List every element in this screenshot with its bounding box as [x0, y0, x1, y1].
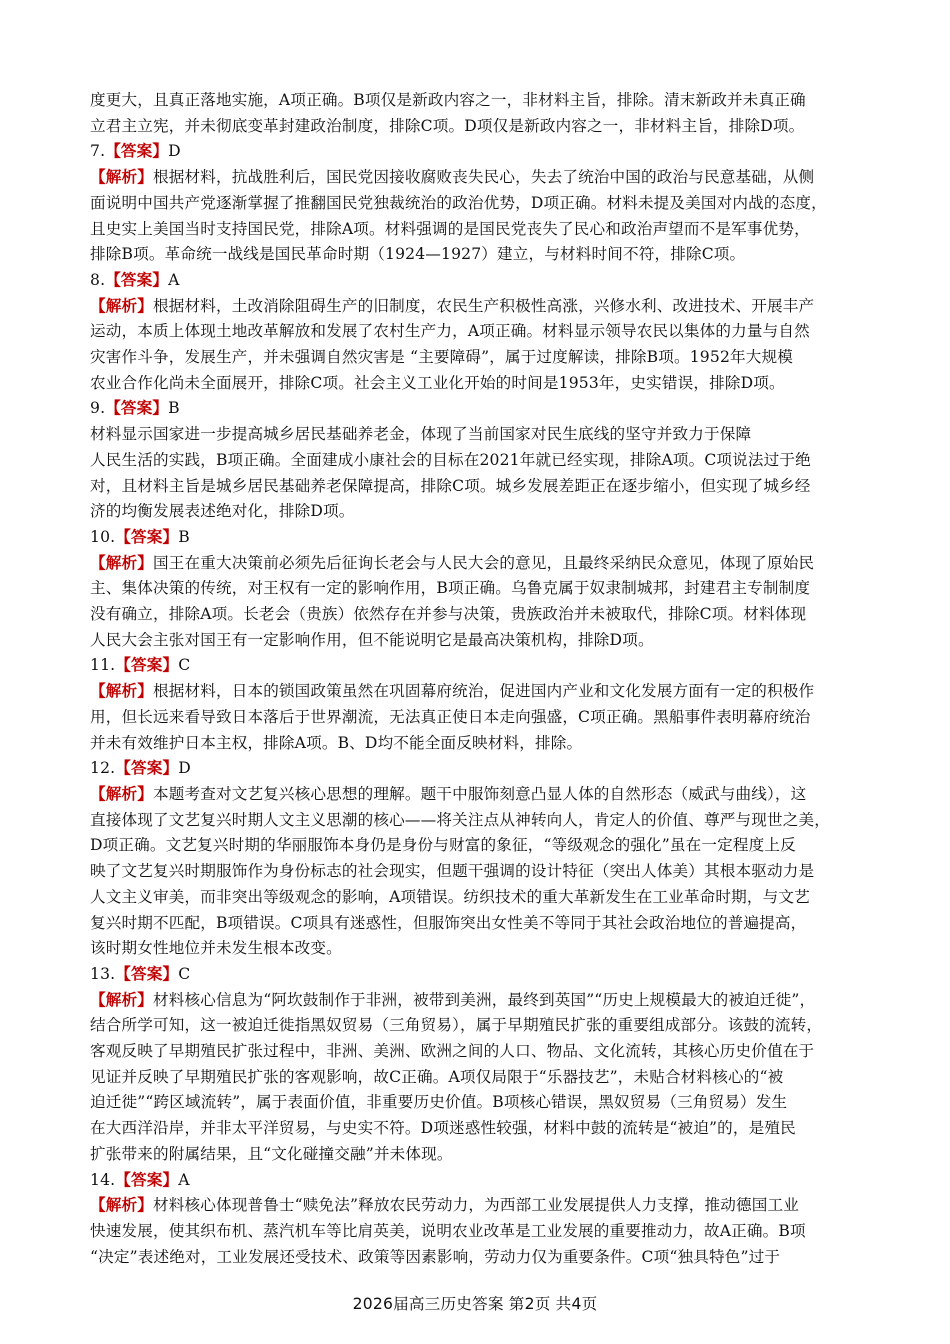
line-text: 映了文艺复兴时期服饰作为身份标志的社会现实，但题干强调的设计特征（突出人体美）其根本驱动力是 — [90, 862, 815, 881]
answer-tag: 【答案】 — [115, 527, 179, 546]
line-text: 济的均衡发展表述绝对化，排除D项。 — [90, 502, 355, 521]
line-text: 材料核心体现普鲁士“赎免法”释放农民劳动力，为西部工业发展提供人力支撑，推动德国工业 — [152, 1196, 799, 1215]
answer-tag: 【答案】 — [115, 759, 179, 778]
text-line — [90, 731, 862, 757]
line-text: 人民大会主张对国王有一定影响作用，但不能说明它是最高决策机构，排除D项。 — [90, 630, 654, 649]
text-line — [90, 1168, 862, 1194]
answer-tag: 【答案】 — [115, 964, 179, 983]
line-text: 立君主立宪，并未彻底变革封建政治制度，排除C项。D项仅是新政内容之一，非材料主旨，排除D项。 — [90, 116, 805, 135]
line-text: 人民生活的实践，B项正确。全面建成小康社会的目标在2021年就已经实现，排除A项。C项说法过于绝 — [90, 450, 811, 469]
line-text: 见证并反映了早期殖民扩张的客观影响，故C正确。A项仅局限于“乐器技艺”，未贴合材料核心的“被 — [90, 1067, 784, 1086]
analysis-tag: 【解析】 — [90, 553, 153, 572]
line-text: 该时期女性地位并未发生根本改变。 — [90, 939, 342, 958]
text-line — [90, 268, 862, 294]
text-line — [90, 1219, 862, 1245]
line-text: 用，但长远来看导致日本落后于世界潮流，无法真正使日本走向强盛，C项正确。黑船事件表明幕府统治 — [90, 707, 811, 726]
line-text: 并未有效维护日本主权，排除A项。B、D均不能全面反映材料，排除。 — [90, 733, 583, 752]
text-line — [90, 782, 862, 808]
text-line — [90, 551, 862, 577]
line-text: 人文主义审美，而非突出等级观念的影响，A项错误。纺织技术的重大革新发生在工业革命时期，与文艺 — [90, 887, 810, 906]
text-line — [90, 885, 862, 911]
text-line — [90, 396, 862, 422]
answer-tag: 【答案】 — [105, 270, 169, 289]
line-text: D — [168, 142, 181, 161]
text-line — [90, 242, 862, 268]
answer-page — [90, 88, 862, 1270]
text-line — [90, 371, 862, 397]
question-number: 10. — [90, 527, 116, 546]
text-line — [90, 422, 862, 448]
text-line — [90, 756, 862, 782]
line-text: C — [178, 656, 191, 675]
line-text: D — [178, 759, 191, 778]
text-line — [90, 1090, 862, 1116]
line-text: 灾害作斗争，发展生产，并未强调自然灾害是 “主要障碍”，属于过度解读，排除B项。1952年大规模 — [90, 348, 793, 367]
line-text: 根据材料，日本的锁国政策虽然在巩固幕府统治，促进国内产业和文化发展方面有一定的积极作 — [152, 682, 815, 701]
text-line — [90, 345, 862, 371]
text-line — [90, 602, 862, 628]
text-line — [90, 217, 862, 243]
analysis-tag: 【解析】 — [90, 784, 153, 803]
line-text: 直接体现了文艺复兴时期人文主义思潮的核心——将关注点从神转向人，肯定人的价值、尊严与现世之美， — [90, 810, 830, 829]
line-text: 客观反映了早期殖民扩张过程中，非洲、美洲、欧洲之间的人口、物品、文化流转，其核心历史价值在于 — [90, 1042, 815, 1061]
text-line — [90, 628, 862, 654]
line-text: 结合所学可知，这一被迫迁徙指黑奴贸易（三角贸易），属于早期殖民扩张的重要组成部分。该鼓的流转， — [90, 1016, 823, 1035]
text-line — [90, 911, 862, 937]
line-text: 运动，本质上体现土地改革解放和发展了农村生产力，A项正确。材料显示领导农民以集体的力量与自然 — [90, 322, 810, 341]
answer-tag: 【答案】 — [115, 1170, 179, 1189]
text-line — [90, 1142, 862, 1168]
question-number: 12. — [90, 759, 116, 778]
line-text: 扩张带来的附属结果，且“文化碰撞交融”并未体现。 — [90, 1144, 453, 1163]
line-text: D项正确。文艺复兴时期的华丽服饰本身仍是身份与财富的象征，“等级观念的强化”虽在一定程度上反 — [90, 836, 796, 855]
line-text: 迫迁徙”“跨区域流转”，属于表面价值，非重要历史价值。B项核心错误，黑奴贸易（三角贸易）发生 — [90, 1093, 788, 1112]
line-text: B — [178, 527, 190, 546]
line-text: 农业合作化尚未全面展开，排除C项。社会主义工业化开始的时间是1953年，史实错误，排除D项。 — [90, 373, 785, 392]
question-number: 8. — [90, 270, 106, 289]
text-line — [90, 576, 862, 602]
line-text: 主、集体决策的传统，对王权有一定的影响作用，B项正确。乌鲁克属于奴隶制城邦，封建君主专制制度 — [90, 579, 811, 598]
analysis-tag: 【解析】 — [90, 296, 153, 315]
line-text: A — [168, 270, 180, 289]
text-line — [90, 679, 862, 705]
text-line — [90, 859, 862, 885]
text-line — [90, 936, 862, 962]
text-line — [90, 448, 862, 474]
text-line — [90, 88, 862, 114]
text-line — [90, 139, 862, 165]
line-text: 快速发展，使其织布机、蒸汽机车等比肩英美，说明农业改革是工业发展的重要推动力，故A正确。B项 — [90, 1221, 806, 1240]
text-line — [90, 474, 862, 500]
line-text: 没有确立，排除A项。长老会（贵族）依然存在并参与决策，贵族政治并未被取代，排除C项。材料体现 — [90, 605, 807, 624]
text-line — [90, 1116, 862, 1142]
text-line — [90, 114, 862, 140]
line-text: 材料核心信息为“阿坎鼓制作于非洲，被带到美洲，最终到英国”“历史上规模最大的被迫迁徙”， — [152, 990, 816, 1009]
text-line — [90, 319, 862, 345]
text-line — [90, 165, 862, 191]
line-text: 对，且材料主旨是城乡居民基础养老保障提高，排除C项。城乡发展差距正在逐步缩小，但实现了城乡经 — [90, 476, 811, 495]
text-line — [90, 1245, 862, 1271]
text-line — [90, 653, 862, 679]
answer-tag: 【答案】 — [105, 142, 169, 161]
analysis-tag: 【解析】 — [90, 168, 153, 187]
analysis-tag: 【解析】 — [90, 990, 153, 1009]
text-line — [90, 988, 862, 1014]
line-text: 在大西洋沿岸，并非太平洋贸易，与史实不符。D项迷惑性较强，材料中鼓的流转是“被迫”的，是殖民 — [90, 1119, 796, 1138]
text-line — [90, 833, 862, 859]
text-line — [90, 1039, 862, 1065]
answer-tag: 【答案】 — [115, 656, 179, 675]
line-text: 根据材料，土改消除阻碍生产的旧制度，农民生产积极性高涨，兴修水利、改进技术、开展丰产 — [152, 296, 815, 315]
text-line — [90, 294, 862, 320]
question-number: 11. — [90, 656, 116, 675]
question-number: 14. — [90, 1170, 116, 1189]
text-line — [90, 808, 862, 834]
text-line — [90, 1065, 862, 1091]
page-footer: 2026届高三历史答案 第2页 共4页 — [352, 1295, 598, 1313]
line-text: “决定”表述绝对，工业发展还受技术、政策等因素影响，劳动力仅为重要条件。C项“独具特色”过于 — [90, 1247, 781, 1266]
line-text: 根据材料，抗战胜利后，国民党因接收腐败丧失民心，失去了统治中国的政治与民意基础，从侧 — [152, 168, 815, 187]
line-text: 度更大，且真正落地实施，A项正确。B项仅是新政内容之一，非材料主旨，排除。清末新政并未真正确 — [90, 91, 806, 109]
question-number: 13. — [90, 964, 116, 983]
line-text: B — [168, 399, 180, 418]
analysis-tag: 【解析】 — [90, 682, 153, 701]
line-text: 国王在重大决策前必须先后征询长老会与人民大会的意见，且最终采纳民众意见，体现了原始民 — [152, 553, 815, 572]
answer-tag: 【答案】 — [105, 399, 169, 418]
line-text: C — [178, 964, 191, 983]
line-text: 本题考查对文艺复兴核心思想的理解。题干中服饰刻意凸显人体的自然形态（威武与曲线），这 — [152, 784, 807, 803]
question-number: 7. — [90, 142, 106, 161]
text-line — [90, 191, 862, 217]
line-text: 材料显示国家进一步提高城乡居民基础养老金，体现了当前国家对民生底线的坚守并致力于保障 — [90, 425, 752, 444]
question-number: 9. — [90, 399, 106, 418]
text-line — [90, 962, 862, 988]
line-text: 排除B项。革命统一战线是国民革命时期（1924—1927）建立，与材料时间不符，排除C项。 — [90, 245, 746, 264]
line-text: A — [178, 1170, 190, 1189]
text-line — [90, 499, 862, 525]
line-text: 面说明中国共产党逐渐掌握了推翻国民党独裁统治的政治优势，D项正确。材料未提及美国对内战的态度， — [90, 193, 827, 212]
text-line — [90, 525, 862, 551]
line-text: 复兴时期不匹配，B项错误。C项具有迷惑性，但服饰突出女性美不等同于其社会政治地位的普遍提高， — [90, 913, 807, 932]
text-line — [90, 705, 862, 731]
text-line — [90, 1013, 862, 1039]
text-line — [90, 1193, 862, 1219]
line-text: 且史实上美国当时支持国民党，排除A项。材料强调的是国民党丧失了民心和政治声望而不是军事优势， — [90, 219, 810, 238]
analysis-tag: 【解析】 — [90, 1196, 153, 1215]
